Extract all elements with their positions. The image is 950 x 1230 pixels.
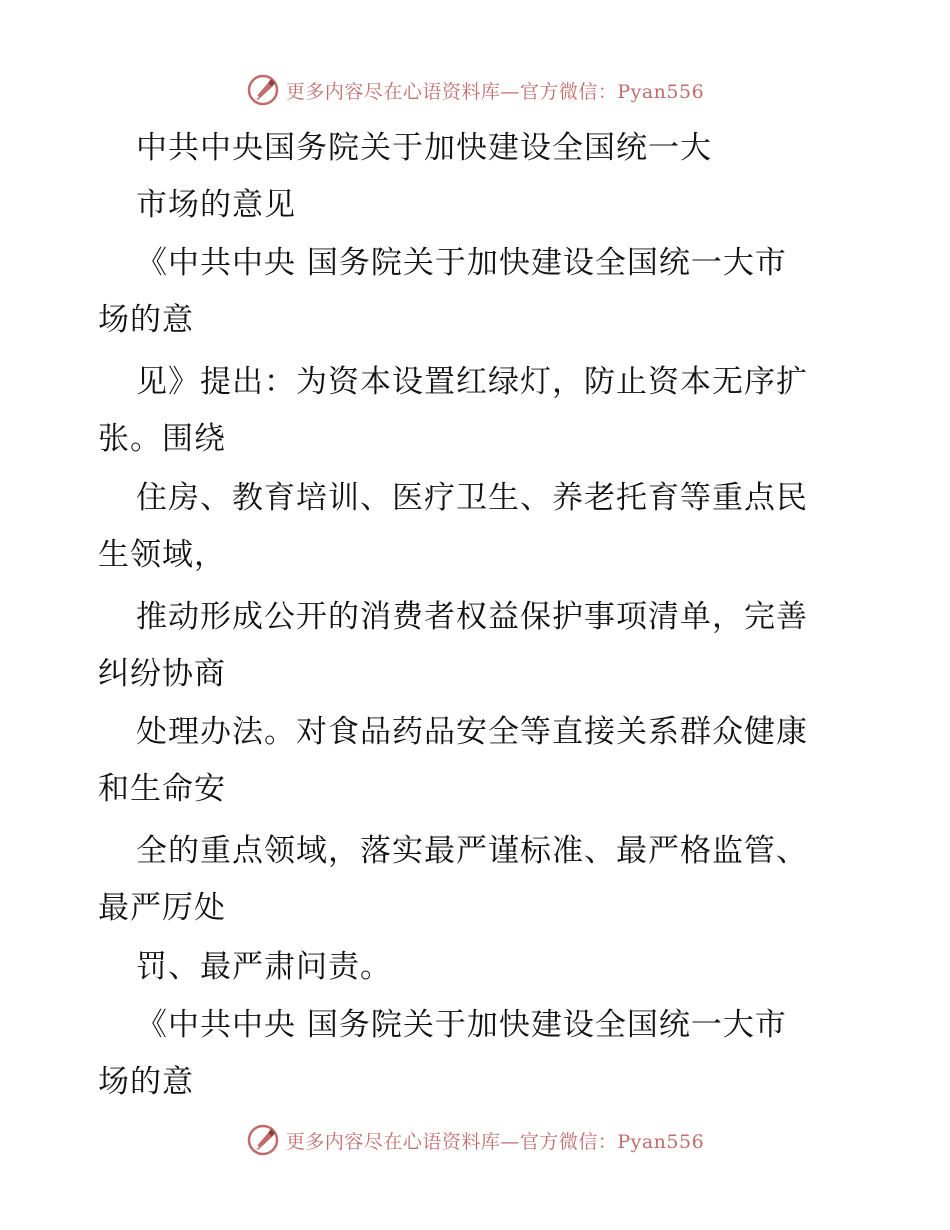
title-line-1: 中共中央国务院关于加快建设全国统一大: [136, 130, 712, 166]
watermark-text: 更多内容尽在心语资料库—官方微信：Pyan556: [285, 80, 705, 103]
paragraph-line: 住房、教育培训、医疗卫生、养老托育等重点民: [136, 480, 808, 516]
paragraph-line: 处理办法。对食品药品安全等直接关系群众健康: [136, 714, 808, 750]
title-line-2: 市场的意见: [136, 187, 296, 223]
paragraph-line: 罚、最严肃问责。: [136, 949, 392, 985]
paragraph-line: 纠纷协商: [98, 656, 226, 692]
fountain-pen-logo-icon: [246, 73, 280, 107]
paragraph-line: 场的意: [98, 1064, 194, 1100]
paragraph-line: 《中共中央 国务院关于加快建设全国统一大市: [136, 245, 787, 281]
watermark-text: 更多内容尽在心语资料库—官方微信：Pyan556: [285, 1130, 705, 1153]
paragraph-line: 和生命安: [98, 771, 226, 807]
paragraph-line: 生领域，: [98, 537, 226, 573]
paragraph-line: 《中共中央 国务院关于加快建设全国统一大市: [136, 1007, 787, 1043]
watermark-header: [0, 70, 950, 110]
paragraph-line: 见》提出：为资本设置红绿灯，防止资本无序扩: [136, 364, 808, 400]
paragraph-line: 最严厉处: [98, 890, 226, 926]
fountain-pen-logo-icon: [246, 1123, 280, 1157]
paragraph-line: 推动形成公开的消费者权益保护事项清单，完善: [136, 599, 808, 635]
paragraph-line: 全的重点领域，落实最严谨标准、最严格监管、: [136, 833, 808, 869]
paragraph-line: 张。围绕: [98, 421, 226, 457]
paragraph-line: 场的意: [98, 302, 194, 338]
watermark-footer: [0, 1120, 950, 1160]
